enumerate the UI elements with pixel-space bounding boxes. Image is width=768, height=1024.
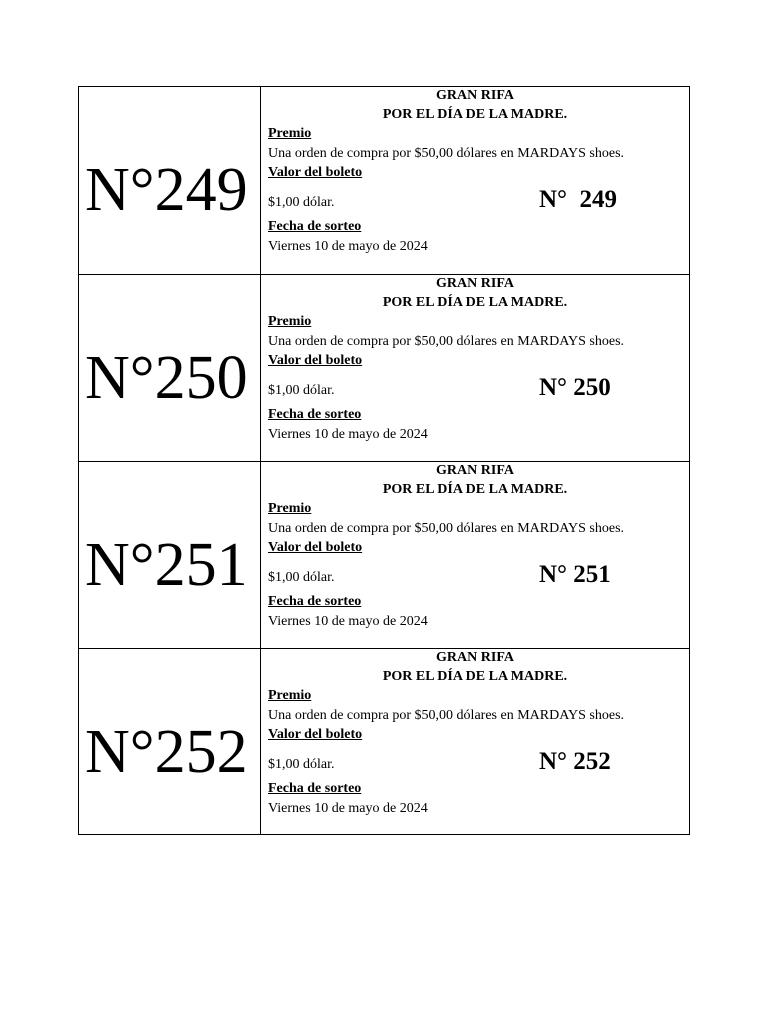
prize-text: Una orden de compra por $50,00 dólares en MARDAYS shoes. (268, 708, 625, 723)
ticket-row (79, 87, 689, 274)
ticket-stub (79, 649, 261, 835)
draw-date-text: Viernes 10 de mayo de 2024 (268, 239, 428, 254)
price-text: $1,00 dólar. (268, 195, 335, 210)
stub-number: N°250 (85, 344, 248, 412)
ticket-row (79, 461, 689, 648)
price-text: $1,00 dólar. (268, 383, 335, 398)
draw-date-text: Viernes 10 de mayo de 2024 (268, 801, 428, 816)
draw-date-label: Fecha de sorteo (268, 407, 362, 422)
draw-date-text: Viernes 10 de mayo de 2024 (268, 614, 428, 629)
ticket-number: N° 251 (539, 561, 611, 588)
stub-number: N°251 (85, 531, 248, 599)
draw-date-label: Fecha de sorteo (268, 781, 362, 796)
stub-number: N°249 (85, 156, 248, 224)
price-text: $1,00 dólar. (268, 570, 335, 585)
ticket-title: GRAN RIFA (436, 88, 514, 103)
prize-text: Una orden de compra por $50,00 dólares en MARDAYS shoes. (268, 334, 625, 349)
ticket-subtitle: POR EL DÍA DE LA MADRE. (382, 107, 568, 122)
prize-label: Premio (268, 688, 312, 703)
draw-date-label: Fecha de sorteo (268, 219, 362, 234)
ticket-subtitle: POR EL DÍA DE LA MADRE. (382, 295, 568, 310)
prize-label: Premio (268, 314, 312, 329)
ticket-subtitle: POR EL DÍA DE LA MADRE. (382, 482, 568, 497)
price-label: Valor del boleto (268, 540, 363, 555)
ticket-body (261, 275, 689, 461)
price-label: Valor del boleto (268, 353, 363, 368)
ticket-row (79, 648, 689, 835)
ticket-stub (79, 87, 261, 274)
prize-text: Una orden de compra por $50,00 dólares en MARDAYS shoes. (268, 521, 625, 536)
ticket-number: N° 249 (539, 186, 618, 213)
price-text: $1,00 dólar. (268, 757, 335, 772)
raffle-ticket-sheet (78, 86, 690, 835)
ticket-number: N° 252 (539, 748, 611, 775)
draw-date-text: Viernes 10 de mayo de 2024 (268, 427, 428, 442)
ticket-stub (79, 462, 261, 648)
ticket-title: GRAN RIFA (436, 276, 514, 291)
ticket-body (261, 462, 689, 648)
prize-label: Premio (268, 126, 312, 141)
price-label: Valor del boleto (268, 727, 363, 742)
stub-number: N°252 (85, 718, 248, 786)
draw-date-label: Fecha de sorteo (268, 594, 362, 609)
price-label: Valor del boleto (268, 165, 363, 180)
prize-text: Una orden de compra por $50,00 dólares en MARDAYS shoes. (268, 146, 625, 161)
ticket-stub (79, 275, 261, 461)
ticket-title: GRAN RIFA (436, 650, 514, 665)
ticket-number: N° 250 (539, 374, 611, 401)
ticket-title: GRAN RIFA (436, 463, 514, 478)
ticket-subtitle: POR EL DÍA DE LA MADRE. (382, 669, 568, 684)
ticket-body (261, 87, 689, 274)
prize-label: Premio (268, 501, 312, 516)
ticket-body (261, 649, 689, 835)
ticket-row (79, 274, 689, 461)
